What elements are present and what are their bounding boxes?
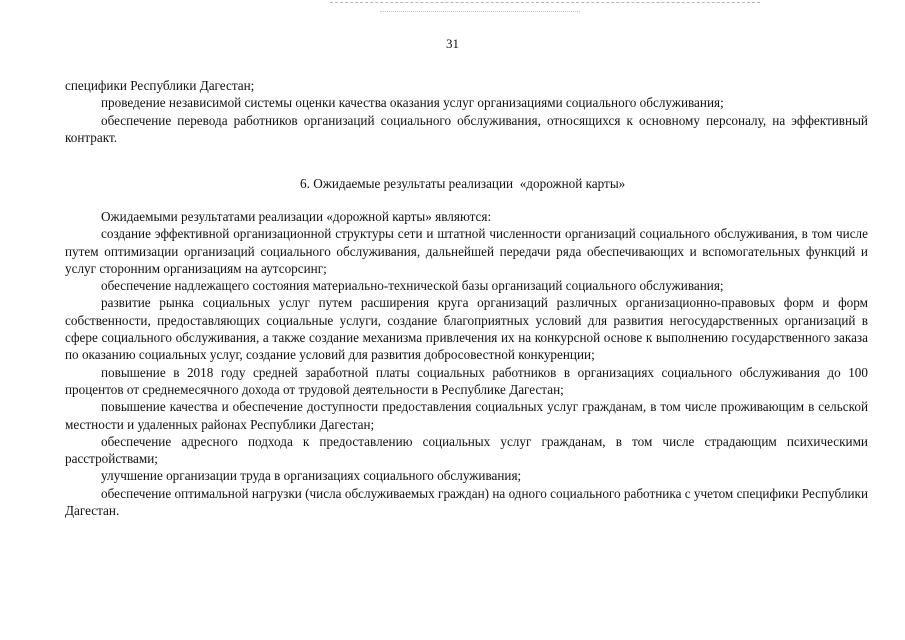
- section-paragraph-salary: повышение в 2018 году средней заработной платы социальных работников в организациях социального обслуживания до 100 процентов от среднемесячного дохода от трудовой деятельности в Республике Дагестан;: [65, 364, 868, 397]
- section-paragraph-workload: обеспечение оптимальной нагрузки (числа обслуживаемых граждан) на одного социального работника с учетом специфики Республики Дагестан.: [65, 485, 868, 519]
- section-paragraph-labor-organization: улучшение организации труда в организациях социального обслуживания;: [101, 468, 522, 484]
- page-number: 31: [446, 36, 459, 51]
- section-paragraph-lead: Ожидаемыми результатами реализации «дорожной карты» являются:: [101, 209, 492, 224]
- intro-paragraph-independent-assessment: проведение независимой системы оценки качества оказания услуг организациями социального обслуживания;: [101, 95, 724, 111]
- section-paragraph-quality: повышение качества и обеспечение доступности предоставления социальных услуг гражданам, в том числе проживающим в сельской местности и удаленных районах Республики Дагестан;: [65, 399, 868, 432]
- section-paragraph-structure: создание эффективной организационной структуры сети и штатной численности организаций социального обслуживания, в том числе путем оптимизации организаций социального обслуживания, дальнейшей передачи ряда обеспечивающих и вспомогательных функций и услуг сторонним организациям на аутсорсинг;: [65, 226, 868, 276]
- intro-text-block: [65, 77, 868, 146]
- section-paragraph-material-base: обеспечение надлежащего состояния материально-технической базы организаций социального обслуживания;: [101, 278, 724, 294]
- section-paragraph-targeted-approach: обеспечение адресного подхода к предоставлению социальных услуг гражданам, в том числе страдающим психическими расстройствами;: [65, 433, 868, 467]
- scan-artifact-line: [380, 11, 580, 12]
- intro-paragraph-continuation: специфики Республики Дагестан;: [65, 78, 255, 93]
- section-heading: 6. Ожидаемые результаты реализации «дорожной карты»: [300, 176, 626, 191]
- scan-artifact-line: [330, 2, 760, 3]
- section-text-block: [65, 208, 868, 519]
- section-paragraph-market: развитие рынка социальных услуг путем расширения круга организаций различных организационно-правовых форм и форм собственности, предоставляющих социальные услуги, создание благоприятных условий для развития негосударственных организаций в сфере социального обслуживания, а также создание механизма привлечения их на конкурсной основе к выполнению государственного заказа по оказанию социальных услуг, создание условий для развития добросовестной конкуренции;: [65, 295, 868, 363]
- intro-paragraph-effective-contract: обеспечение перевода работников организаций социального обслуживания, относящихся к основному персоналу, на эффективный контракт.: [65, 112, 868, 145]
